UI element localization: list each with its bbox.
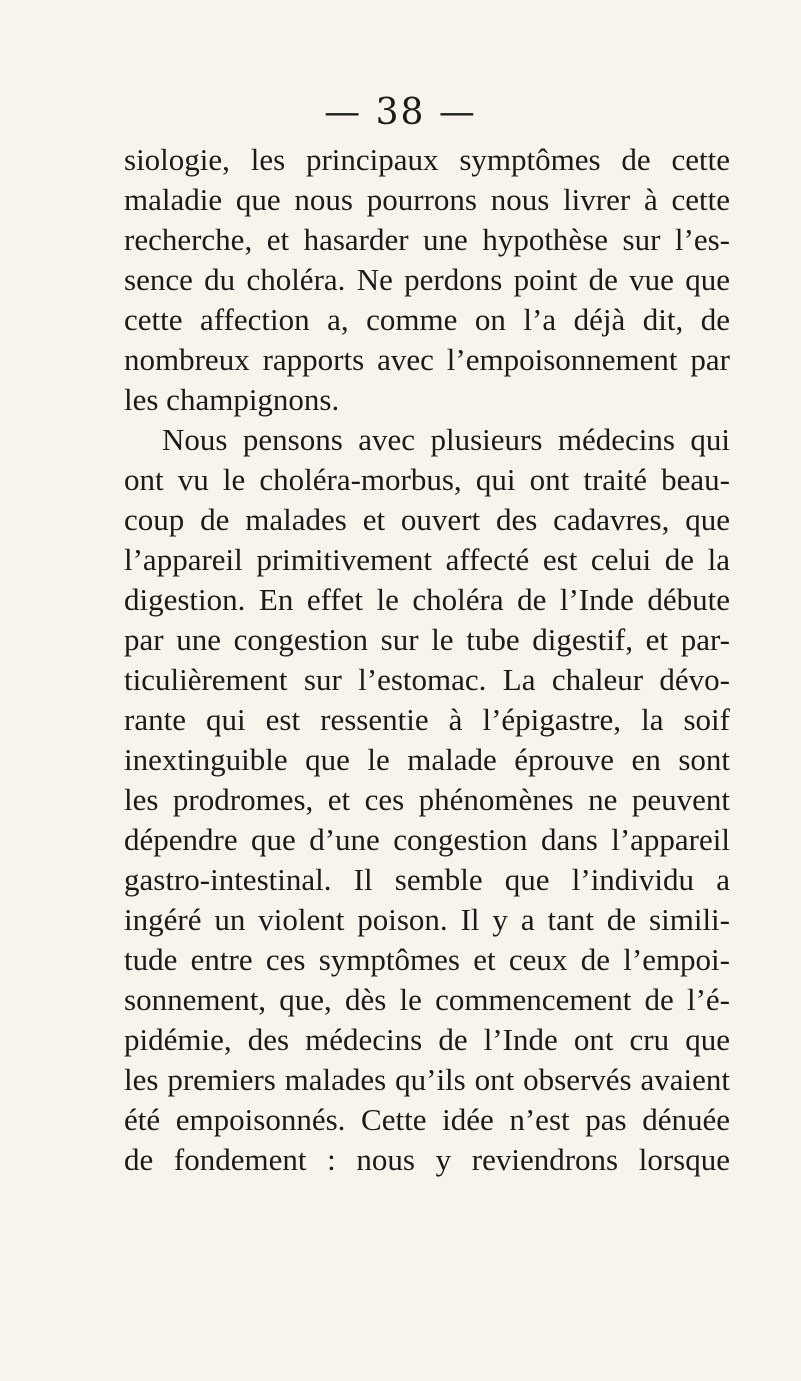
- text-line: siologie, les principaux symptômes de cette: [124, 142, 730, 177]
- text-line: dépendre que d’une congestion dans l’appareil: [124, 822, 730, 857]
- text-line: maladie que nous pourrons nous livrer à cette: [124, 182, 730, 217]
- text-line: ticulièrement sur l’estomac. La chaleur dévo-: [124, 662, 730, 697]
- text-line: Nous pensons avec plusieurs médecins qui: [162, 422, 730, 457]
- text-line: sonnement, que, dès le commencement de l’é-: [124, 982, 730, 1017]
- text-line: pidémie, des médecins de l’Inde ont cru que: [124, 1022, 730, 1057]
- text-line: inextinguible que le malade éprouve en sont: [124, 742, 730, 777]
- text-line: nombreux rapports avec l’empoisonnement par: [124, 342, 730, 377]
- text-line: les champignons.: [124, 382, 340, 417]
- text-line: recherche, et hasarder une hypothèse sur l’es-: [124, 222, 730, 257]
- text-line: les prodromes, et ces phénomènes ne peuvent: [124, 782, 730, 817]
- text-line: gastro-intestinal. Il semble que l’individu a: [124, 862, 730, 897]
- text-line: les premiers malades qu’ils ont observés avaient: [124, 1062, 730, 1097]
- text-line: rante qui est ressentie à l’épigastre, la soif: [124, 702, 730, 737]
- text-line: cette affection a, comme on l’a déjà dit, de: [124, 302, 730, 337]
- text-line: ont vu le choléra-morbus, qui ont traité beau-: [124, 462, 730, 497]
- body-text: [124, 140, 730, 1180]
- text-line: par une congestion sur le tube digestif, et par-: [124, 622, 730, 657]
- text-line: sence du choléra. Ne perdons point de vue que: [124, 262, 730, 297]
- text-line: digestion. En effet le choléra de l’Inde débute: [124, 582, 730, 617]
- text-line: ingéré un violent poison. Il y a tant de simili-: [124, 902, 730, 937]
- text-line: tude entre ces symptômes et ceux de l’empoi-: [124, 942, 730, 977]
- text-line: été empoisonnés. Cette idée n’est pas dénuée: [124, 1102, 730, 1137]
- text-line: de fondement : nous y reviendrons lorsque: [124, 1142, 730, 1177]
- page-number: — 38 —: [324, 92, 477, 133]
- text-line: coup de malades et ouvert des cadavres, que: [124, 502, 730, 537]
- text-line: l’appareil primitivement affecté est celui de la: [124, 542, 730, 577]
